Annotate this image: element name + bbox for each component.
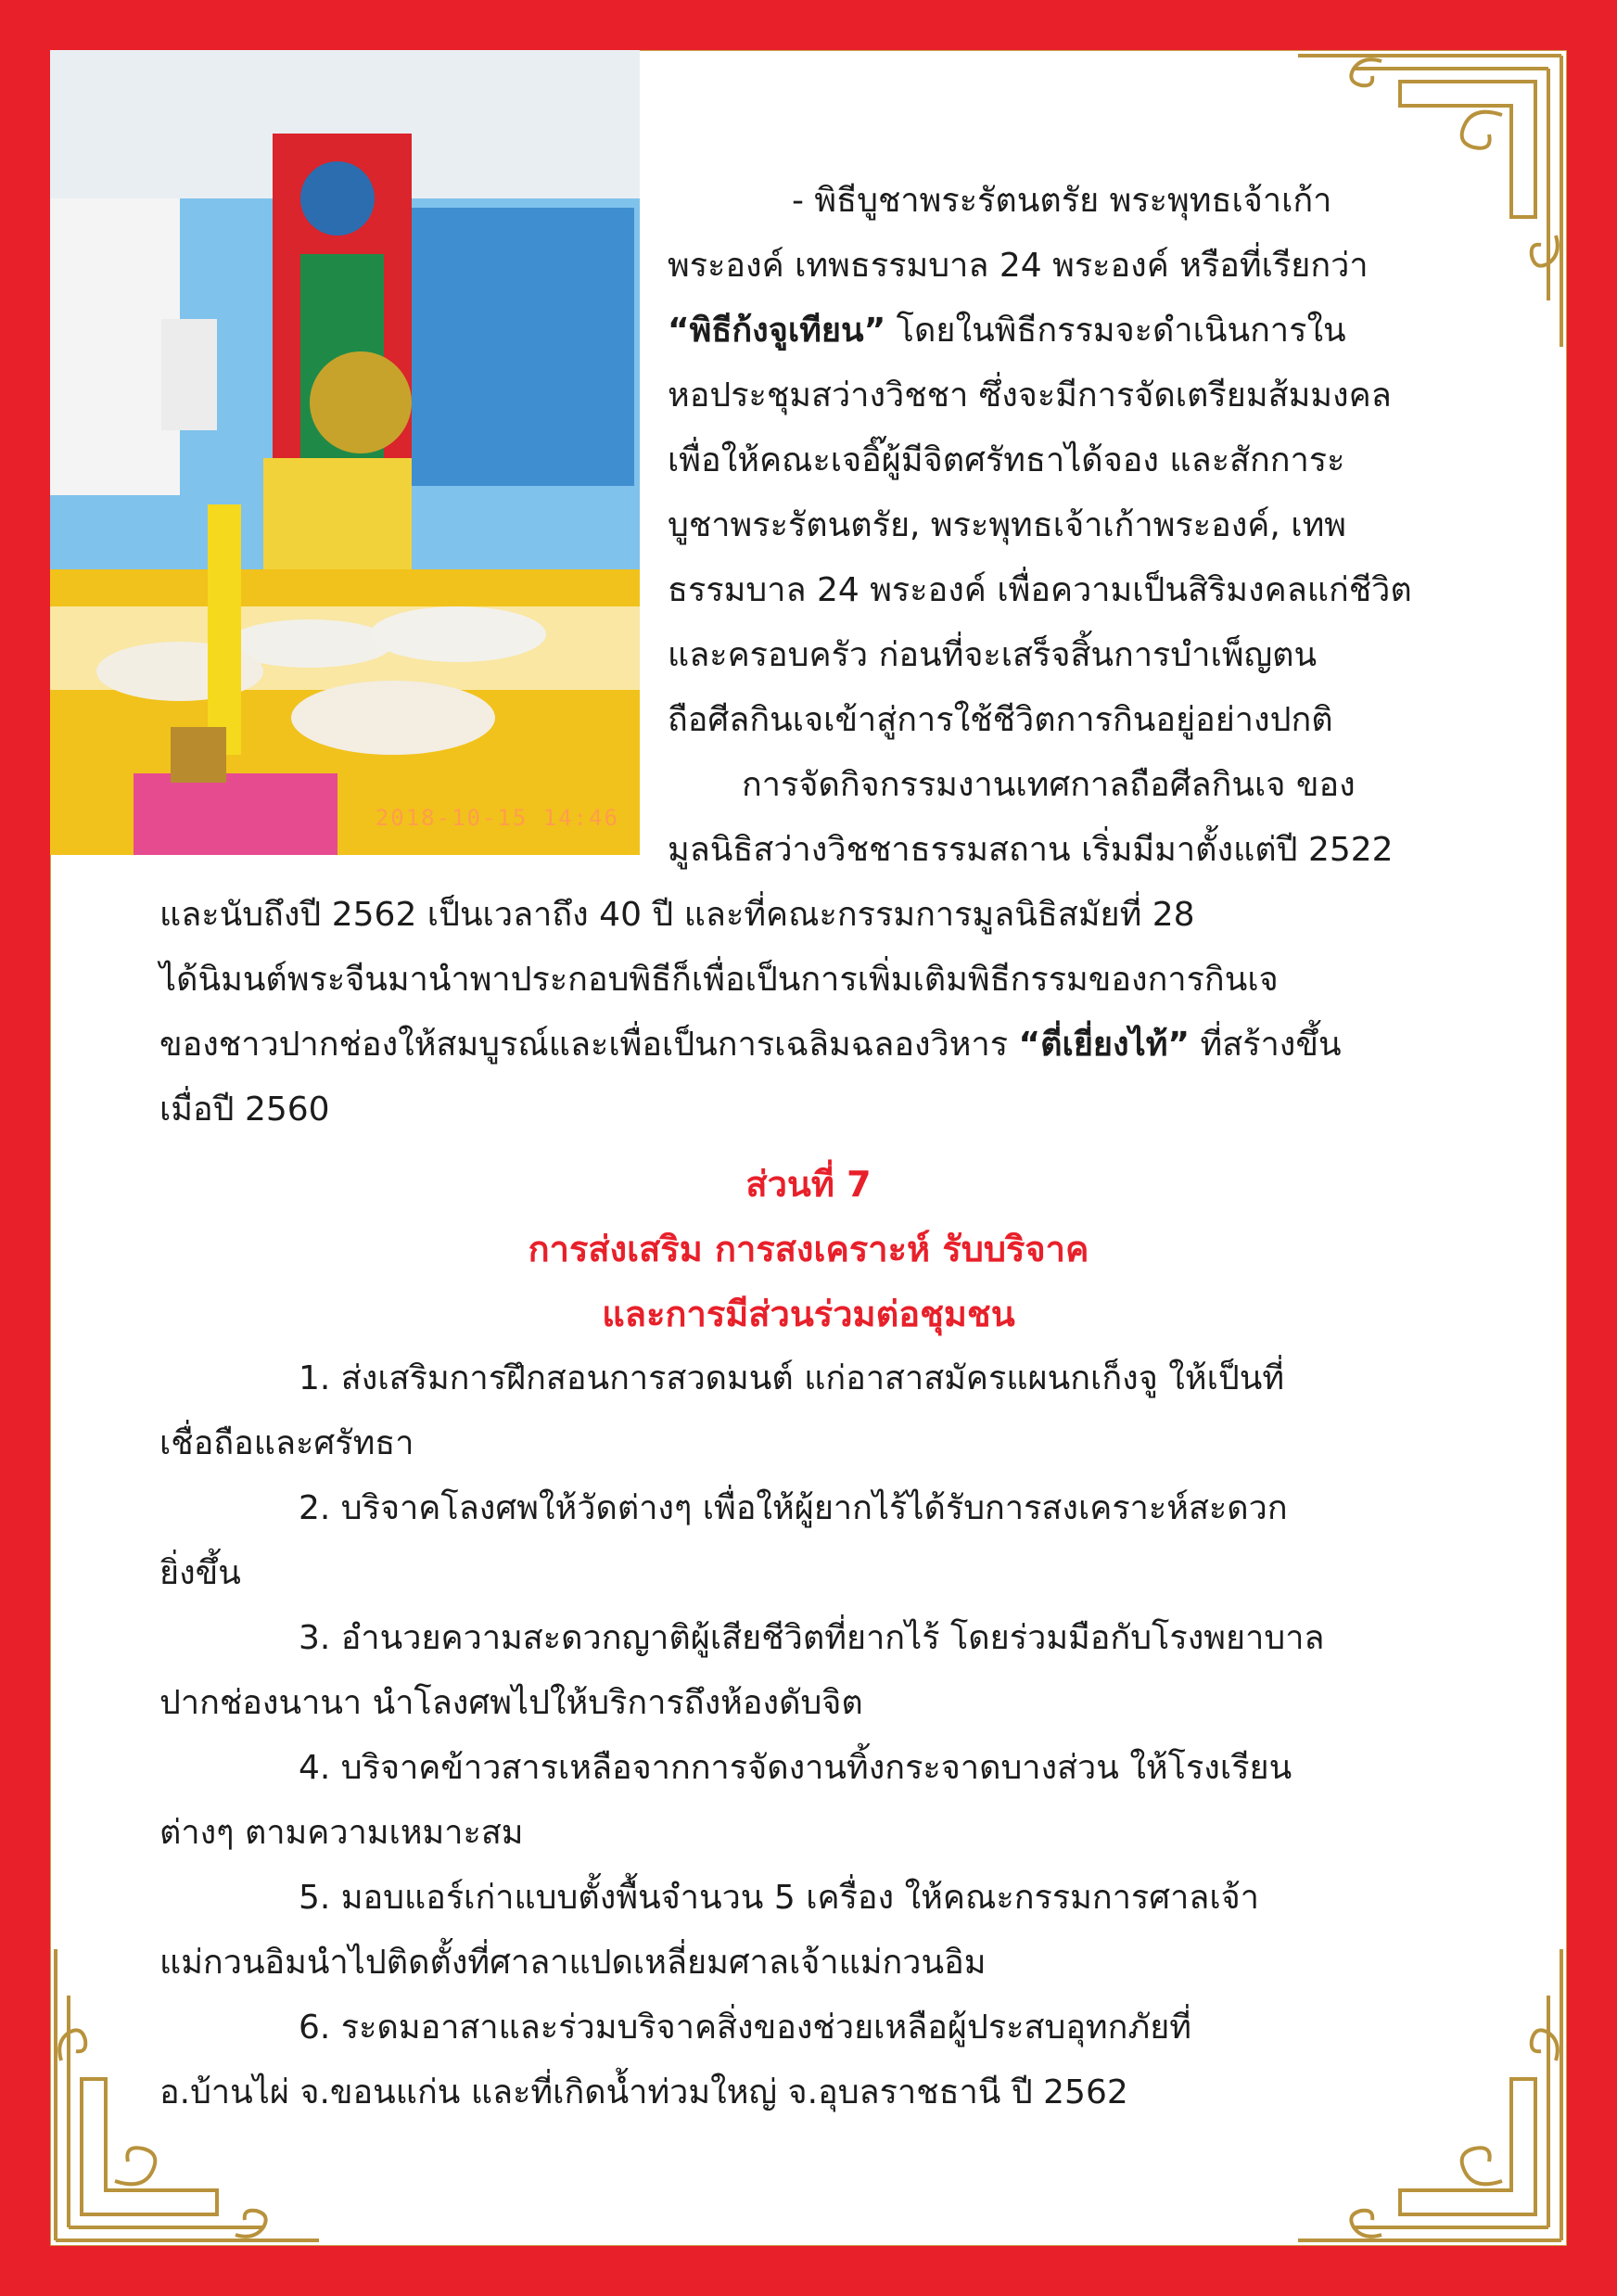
list-item-line: 4. บริจาคข้าวสารเหลือจากการจัดงานทิ้งกระจาดบางส่วน ให้โรงเรียน — [299, 1749, 1292, 1787]
activity-list — [159, 1346, 1506, 2125]
list-item-line: แม่กวนอิมนำไปติดตั้งที่ศาลาแปดเหลี่ยมศาลเจ้าแม่กวนอิม — [159, 1944, 987, 1982]
ceremony-name: “พิธีก้งจูเทียน” — [668, 312, 886, 350]
intro-line: หอประชุมสว่างวิชชา ซึ่งจะมีการจัดเตรียมส้มมงคล — [668, 376, 1392, 415]
intro-paragraph — [668, 169, 1502, 883]
intro-line: เพื่อให้คณะเจอิ๊ผู้มีจิตศรัทธาได้จอง และสักการะ — [668, 441, 1345, 479]
vihara-name: “ตี่เยี่ยงไท้” — [1018, 1026, 1190, 1064]
history-line-pre: ของชาวปากช่องให้สมบูรณ์และเพื่อเป็นการเฉลิมฉลองวิหาร — [159, 1026, 1019, 1064]
list-item-line: 6. ระดมอาสาและร่วมบริจาคสิ่งของช่วยเหลือผู้ประสบอุทกภัยที่ — [299, 2009, 1192, 2047]
photo-timestamp: 2018-10-15 14:46 — [375, 805, 619, 831]
list-item-line: 1. ส่งเสริมการฝึกสอนการสวดมนต์ แก่อาสาสมัครแผนกเก็งจู ให้เป็นที่ — [299, 1359, 1285, 1397]
history-line: และนับถึงปี 2562 เป็นเวลาถึง 40 ปี และที่คณะกรรมการมูลนิธิสมัยที่ 28 — [159, 896, 1195, 934]
history-line: เมื่อปี 2560 — [159, 1091, 330, 1129]
list-item-line: อ.บ้านไผ่ จ.ขอนแก่น และที่เกิดน้ำท่วมใหญ่ จ.อุบลราชธานี ปี 2562 — [159, 2073, 1128, 2111]
list-item-line: ยิ่งขึ้น — [159, 1554, 241, 1592]
document-page — [50, 50, 1567, 2246]
list-item-line: เชื่อถือและศรัทธา — [159, 1424, 414, 1462]
intro-line: บูชาพระรัตนตรัย, พระพุทธเจ้าเก้าพระองค์, เทพ — [668, 506, 1347, 544]
intro-line — [668, 299, 1502, 364]
section-subtitle: และการมีส่วนร่วมต่อชุมชน — [602, 1294, 1015, 1334]
ceremony-photo — [50, 50, 640, 855]
section-subtitle: การส่งเสริม การสงเคราะห์ รับบริจาค — [528, 1229, 1089, 1269]
intro-line: พระองค์ เทพธรรมบาล 24 พระองค์ หรือที่เรียกว่า — [668, 247, 1369, 285]
list-item-line: ต่างๆ ตามความเหมาะสม — [159, 1814, 524, 1852]
list-item-line: 2. บริจาคโลงศพให้วัดต่างๆ เพื่อให้ผู้ยากไร้ได้รับการสงเคราะห์สะดวก — [299, 1489, 1288, 1527]
intro-line: มูลนิธิสว่างวิชชาธรรมสถาน เริ่มมีมาตั้งแต่ปี 2522 — [668, 831, 1394, 869]
intro-line: - พิธีบูชาพระรัตนตรัย พระพุทธเจ้าเก้า — [792, 182, 1332, 220]
intro-line: และครอบครัว ก่อนที่จะเสร็จสิ้นการบำเพ็ญตน — [668, 636, 1318, 674]
intro-line: ธรรมบาล 24 พระองค์ เพื่อความเป็นสิริมงคลแก่ชีวิต — [668, 571, 1412, 609]
history-line-post: ที่สร้างขึ้น — [1190, 1026, 1342, 1064]
list-item-line: 3. อำนวยความสะดวกญาติผู้เสียชีวิตที่ยากไร้ โดยร่วมมือกับโรงพยาบาล — [299, 1619, 1325, 1657]
list-item-line: ปากช่องนานา นำโลงศพไปให้บริการถึงห้องดับจิต — [159, 1684, 863, 1722]
history-line: ได้นิมนต์พระจีนมานำพาประกอบพิธีก็เพื่อเป็นการเพิ่มเติมพิธีกรรมของการกินเจ — [159, 961, 1279, 999]
history-paragraph — [159, 883, 1506, 1142]
intro-line-rest: โดยในพิธีกรรมจะดำเนินการใน — [885, 312, 1346, 350]
history-line — [159, 1013, 1506, 1078]
list-item-line: 5. มอบแอร์เก่าแบบตั้งพื้นจำนวน 5 เครื่อง ให้คณะกรรมการศาลเจ้า — [299, 1879, 1259, 1917]
intro-line: ถือศีลกินเจเข้าสู่การใช้ชีวิตการกินอยู่อย่างปกติ — [668, 701, 1333, 739]
section-title: ส่วนที่ 7 — [745, 1164, 872, 1205]
intro-line: การจัดกิจกรรมงานเทศกาลถือศีลกินเจ ของ — [742, 766, 1356, 804]
